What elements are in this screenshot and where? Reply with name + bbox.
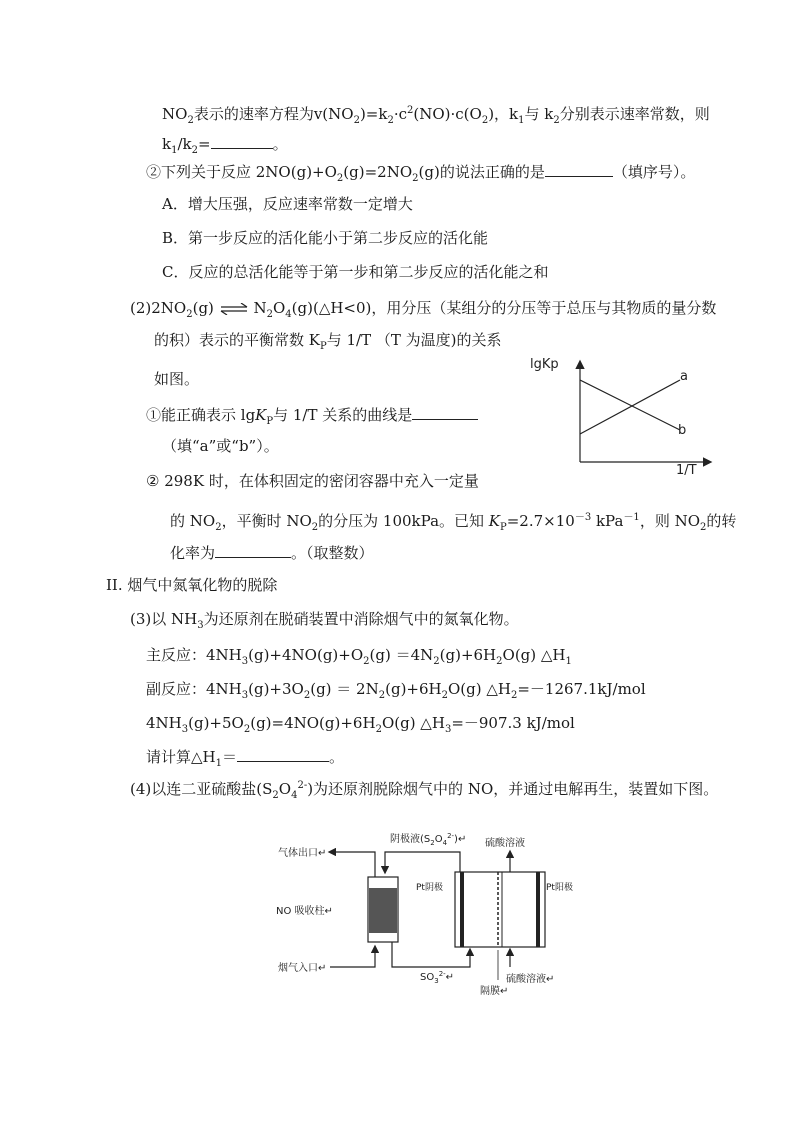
label-gas-out: 气体出口↵ [278,848,327,859]
answer-blank-h1[interactable] [237,747,329,762]
answer-blank-curve[interactable] [412,405,478,420]
label-so3: $SO_3^{2-}↵$ [420,970,455,985]
flue-inlet-pipe [330,947,375,967]
k-ratio-line: $k_1/k_2=$ 。 [162,135,288,156]
answer-blank-conversion[interactable] [215,543,291,558]
label-sulfuric-bottom: 硫酸溶液↵ [506,974,555,985]
label-pt-anode: Pt阳极 [546,883,573,893]
question-298k-line: ② 298K 时，在体积固定的密闭容器中充入一定量 [146,472,479,490]
as-shown-line: 如图。 [154,370,200,388]
curve-a-label: a [680,369,688,384]
label-sulfuric-top: 硫酸溶液 [485,838,525,849]
y-axis-label: lgKp [530,357,559,372]
main-reaction-line: 主反应：$4NH_3(g)+4NO(g)+O_2(g) =4N_2(g)+6H_2O(g)$ $\triangle H_1$ [146,646,572,667]
label-membrane: 隔膜↵ [480,986,509,997]
option-c: C．反应的总活化能等于第一步和第二步反应的活化能之和 [162,263,549,281]
equilibrium-arrow-icon [219,303,249,315]
conversion-line: 化率为 。（取整数） [170,544,374,562]
curve-b-label: b [678,423,687,438]
electrolyzer-cell [455,872,545,947]
option-b: B．第一步反应的活化能小于第二步反应的活化能 [162,229,489,247]
label-pt-cathode: Pt阴极 [416,883,443,893]
label-flue-in: 烟气入口↵ [278,963,327,974]
x-axis-label: 1/T [676,463,697,478]
cathode-liquid-pipe [385,852,460,874]
gas-outlet-pipe [330,852,375,877]
answer-blank-choice[interactable] [545,162,613,177]
side-reaction-line: 副反应：$4NH_3(g)+3O_2(g) = 2N_2(g)+6H_2O(g)$ $\triangle H_2=-1267.1kJ$/mol [146,680,646,701]
option-a: A．增大压强，反应速率常数一定增大 [162,195,413,213]
no2-pressure-line: 的 $NO_2$，平衡时 $NO_2$的分压为 100kPa。已知 $K_P=2.7\times 10^{-3}$ kPa$^{-1}$，则 $NO_2$的转 [170,512,737,533]
question-4-line: (4)以连二亚硫酸盐$(S_2O_4^{2-})$为还原剂脱除烟气中的 NO，并通过电解再生，装置如下图。 [130,780,719,801]
equilibrium-line: $(2)2NO_2(g)$ $N_2O_4(g)(\triangle H<0)$，用分压（某组分的分压等于总压与其物质的量分数 [130,299,717,320]
label-cathode-liquid: 阴极液$(S_2O_4^{2-})↵$ [390,832,467,847]
answer-blank-k-ratio[interactable] [211,134,273,149]
no-formation-line: $4NH_3(g)+5O_2(g)=4NO(g)+6H_2O(g)$ $\triangle H_3=-907.3$ kJ/mol [146,714,575,735]
rate-equation-line: $NO_2$表示的速率方程为$v(NO_2)=k_2\cdot c^2(NO)\cdot c(O_2)$，$k_1$与 $k_2$分别表示速率常数，则 [162,105,710,126]
calc-h1-line: 请计算$\triangle H_1=$ 。 [146,748,345,769]
curve-question-line: ①能正确表示 lgK$_P$与 1/T 关系的曲线是 [146,405,478,425]
kp-definition-line: 的积）表示的平衡常数 $K_P$与 1/T （T 为温度)的关系 [154,331,502,352]
question-3-line: (3)以 $NH_3$为还原剂在脱硝装置中消除烟气中的氮氧化物。 [130,610,519,631]
pt-anode-plate [536,872,540,947]
electrolysis-apparatus [270,822,590,1017]
pt-cathode-plate [460,872,464,947]
section-ii-heading: II. 烟气中氮氧化物的脱除 [106,576,278,594]
label-absorber: NO 吸收柱↵ [276,906,333,917]
lgkp-graph [530,350,720,480]
curve-hint-line: （填“a”或“b”）。 [162,437,279,455]
question-2-line: ②下列关于反应 $2NO(g)+O_2(g)=2NO_2(g)$的说法正确的是 （填序号）。 [146,163,696,184]
absorber-packing [369,888,397,933]
